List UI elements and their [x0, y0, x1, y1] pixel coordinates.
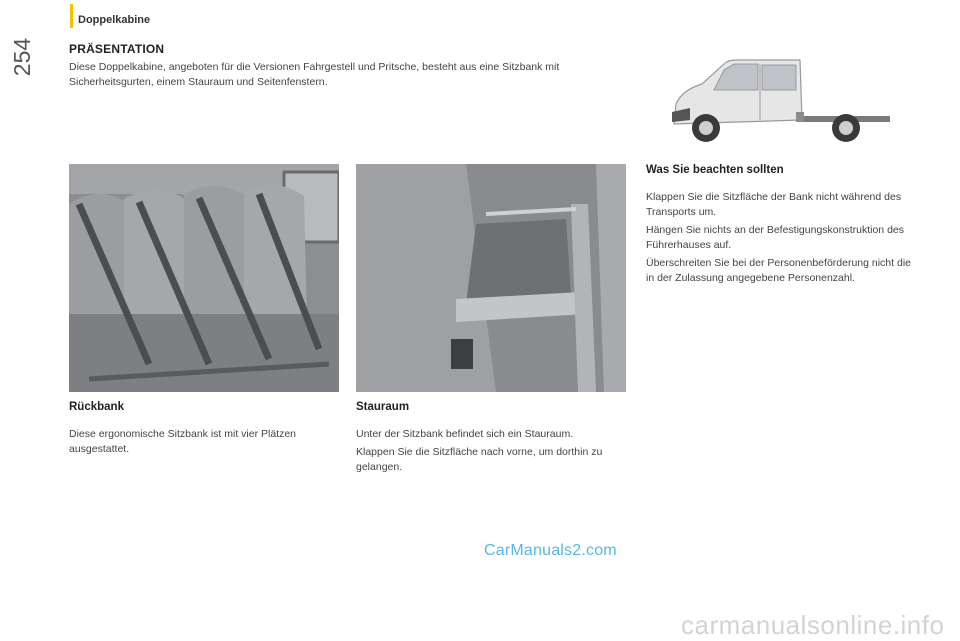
section-accent-bar: [70, 4, 73, 28]
beachten-paragraph-3: Überschreiten Sie bei der Personenbeförderung nicht die in der Zulassung angegebene Personenzahl.: [646, 257, 911, 284]
beachten-heading: Was Sie beachten sollten: [646, 164, 784, 176]
rueckbank-paragraph: Diese ergonomische Sitzbank ist mit vier Plätzen ausgestattet.: [69, 428, 297, 455]
rear-bench-image: [69, 164, 339, 392]
beachten-paragraph-1: Klappen Sie die Sitzfläche der Bank nicht während des Transports um.: [646, 191, 902, 218]
double-cab-van-illustration: [662, 54, 894, 150]
presentation-text: Diese Doppelkabine, angeboten für die Versionen Fahrgestell und Pritsche, besteht aus eine Sitzbank mit Sicherheitsgurten, einem Stauraum und Seitenfenstern.: [69, 61, 560, 88]
stauraum-heading: Stauraum: [356, 401, 410, 413]
beachten-paragraph-2: Hängen Sie nichts an der Befestigungskonstruktion des Führerhauses auf.: [646, 224, 904, 251]
stauraum-paragraph-1: Unter der Sitzbank befindet sich ein Stauraum.: [356, 428, 574, 440]
storage-compartment-image: [356, 164, 626, 392]
watermark-link[interactable]: CarManuals2.com: [484, 542, 617, 559]
footer-site-url[interactable]: carmanualsonline.info: [681, 610, 945, 640]
page-number: 254: [9, 37, 35, 77]
section-title: Doppelkabine: [78, 14, 151, 26]
stauraum-paragraph-2: Klappen Sie die Sitzfläche nach vorne, um dorthin zu gelangen.: [356, 446, 603, 473]
presentation-heading: PRÄSENTATION: [69, 42, 165, 56]
rueckbank-heading: Rückbank: [69, 401, 124, 413]
